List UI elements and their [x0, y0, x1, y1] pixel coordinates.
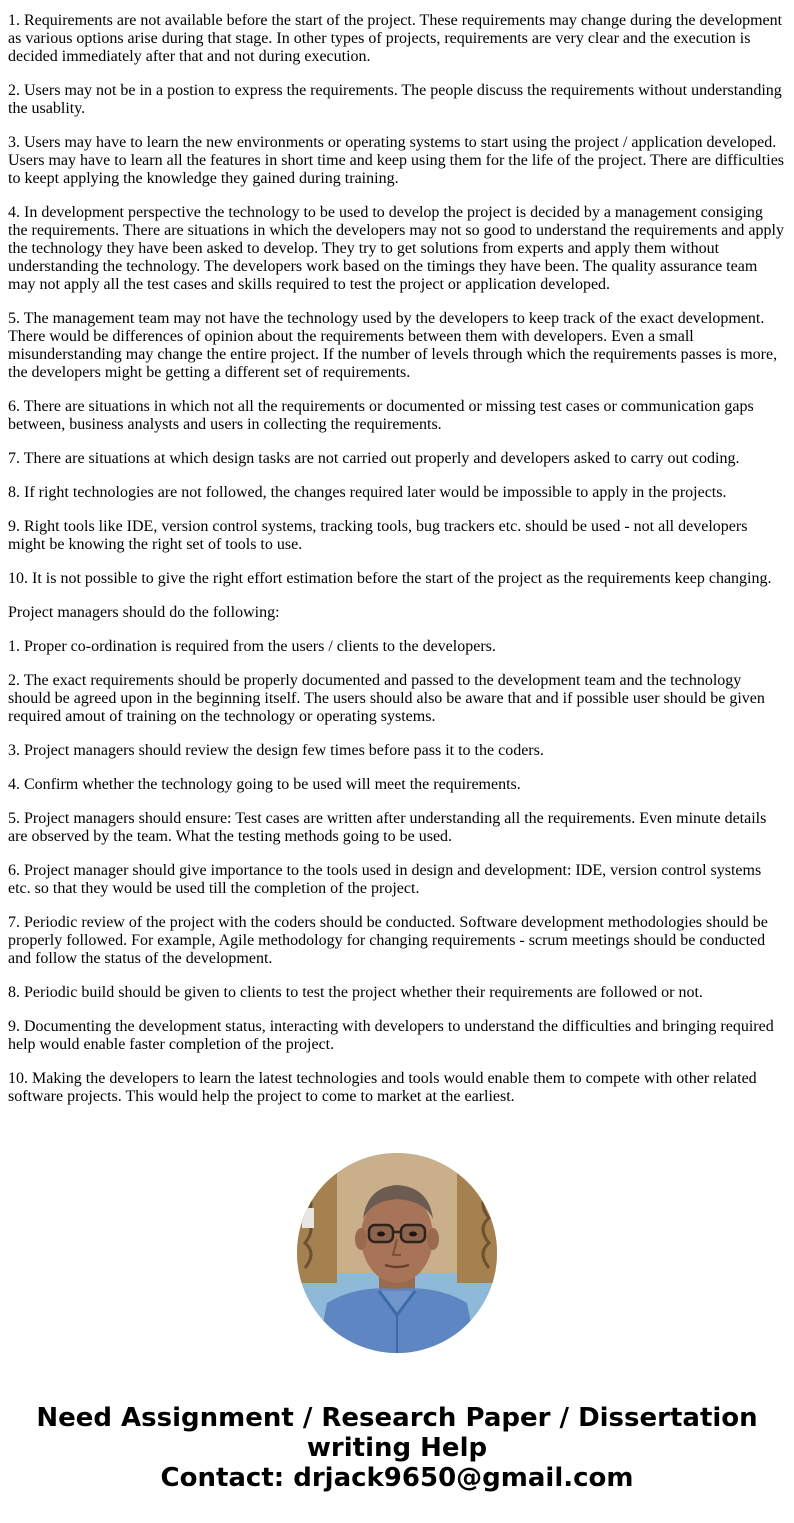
- manager-item-9: 9. Documenting the development status, interacting with developers to understand the difficulties and bringing required help would enable faster completion of the project.: [8, 1018, 774, 1053]
- problem-item-7: 7. There are situations at which design tasks are not carried out properly and developers asked to carry out coding.: [8, 450, 740, 467]
- problem-item-10: 10. It is not possible to give the right effort estimation before the start of the project as the requirements keep changing.: [8, 570, 772, 587]
- manager-item-2: 2. The exact requirements should be properly documented and passed to the development team and the technology should be agreed upon in the beginning itself. The users should also be aware that and if possible user should be given required amout of training on the technology or operating systems.: [8, 672, 765, 725]
- article-body: [8, 0, 786, 1122]
- manager-item-6: 6. Project manager should give importance to the tools used in design and development: IDE, version control systems etc. so that they would be used till the completion of the project.: [8, 862, 762, 897]
- managers-intro: Project managers should do the following:: [8, 604, 280, 621]
- manager-item-1: 1. Proper co-ordination is required from the users / clients to the developers.: [8, 638, 496, 655]
- problem-item-6: 6. There are situations in which not all the requirements or documented or missing test cases or communication gaps between, business analysts and users in collecting the requirements.: [8, 398, 754, 433]
- banner-line-1: Need Assignment / Research Paper / Dissertation: [36, 1403, 758, 1433]
- manager-item-10: 10. Making the developers to learn the latest technologies and tools would enable them to compete with other related software projects. This would help the project to come to market at the earliest.: [8, 1070, 757, 1105]
- banner-contact-email[interactable]: Contact: drjack9650@gmail.com: [160, 1463, 634, 1493]
- problem-item-5: 5. The management team may not have the technology used by the developers to keep track of the exact development. There would be differences of opinion about the requirements between them with developers. Even a small misunderstanding may change the entire project. If the number of levels through which the requirements passes is more, the developers might be getting a different set of requirements.: [8, 310, 778, 381]
- manager-item-3: 3. Project managers should review the design few times before pass it to the coders.: [8, 742, 544, 759]
- manager-item-7: 7. Periodic review of the project with the coders should be conducted. Software development methodologies should be properly followed. For example, Agile methodology for changing requirements - scrum meetings should be conducted and follow the status of the development.: [8, 914, 768, 967]
- problem-item-1: 1. Requirements are not available before the start of the project. These requirements may change during the development as various options arise during that stage. In other types of projects, requirements are very clear and the execution is decided immediately after that and not during execution.: [8, 12, 783, 65]
- problem-item-8: 8. If right technologies are not followed, the changes required later would be impossible to apply in the projects.: [8, 484, 727, 501]
- problem-item-2: 2. Users may not be in a postion to express the requirements. The people discuss the requirements without understanding the usablity.: [8, 82, 782, 117]
- manager-item-8: 8. Periodic build should be given to clients to test the project whether their requirements are followed or not.: [8, 984, 703, 1001]
- problem-item-3: 3. Users may have to learn the new environments or operating systems to start using the project / application developed. Users may have to learn all the features in short time and keep using them for the life of the project. There are difficulties to keept applying the knowledge they gained during training.: [8, 134, 785, 187]
- author-portrait-icon: [297, 1153, 497, 1353]
- author-photo: [297, 1153, 497, 1353]
- manager-item-4: 4. Confirm whether the technology going to be used will meet the requirements.: [8, 776, 521, 793]
- problem-item-4: 4. In development perspective the technology to be used to develop the project is decided by a management consiging the requirements. There are situations in which the developers may not so good to understand the requirements and apply the technology they have been asked to develop. They try to get solutions from experts and apply them without understanding the technology. The developers work based on the timings they have been. The quality assurance team may not apply all the test cases and skills required to test the project or application developed.: [8, 204, 784, 293]
- problem-item-9: 9. Right tools like IDE, version control systems, tracking tools, bug trackers etc. should be used - not all developers might be knowing the right set of tools to use.: [8, 518, 748, 553]
- banner-line-2: writing Help: [306, 1433, 488, 1463]
- manager-item-5: 5. Project managers should ensure: Test cases are written after understanding all the requirements. Even minute details are observed by the team. What the testing methods going to be used.: [8, 810, 767, 845]
- contact-banner: [0, 1403, 794, 1493]
